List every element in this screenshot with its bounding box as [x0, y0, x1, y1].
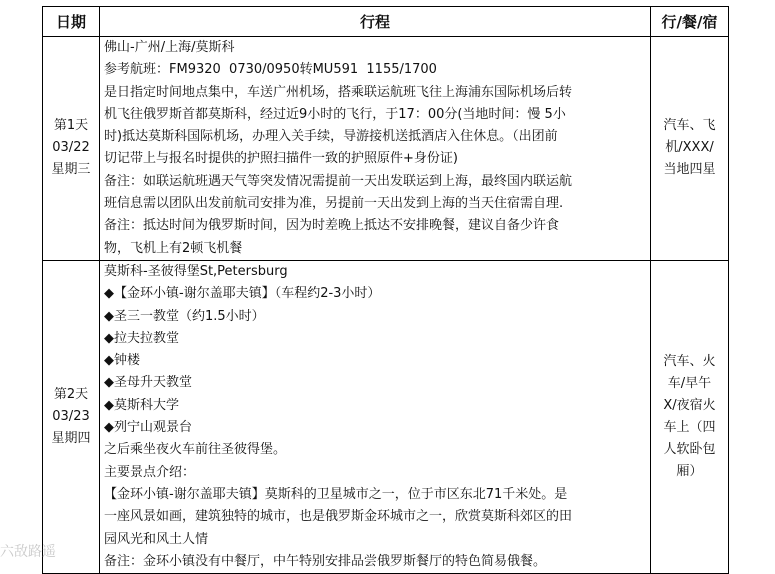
header-row: [43, 7, 729, 37]
detail-line: 园风光和风土人情: [104, 531, 209, 547]
day-weekday: 星期四: [51, 431, 91, 447]
route-title: 莫斯科-圣彼得堡St,Petersburg: [104, 263, 288, 279]
day-number: 第2天: [53, 387, 89, 403]
sight-item: ◆钟楼: [104, 353, 140, 369]
detail-line: 时)抵达莫斯科国际机场，办理入关手续，导游接机送抵酒店入住休息。（出团前: [104, 129, 558, 145]
detail-line: 【金环小镇-谢尔盖耶夫镇】莫斯科的卫星城市之一，位于市区东北71千米处。是: [104, 486, 568, 502]
detail-line: 机飞往俄罗斯首都莫斯科，经过近9小时的飞行，于17：00分(当地时间：慢 5小: [104, 106, 566, 122]
detail-line: 是日指定时间地点集中，车送广州机场，搭乘联运航班飞往上海浦东国际机场后转: [104, 84, 573, 100]
transport-meal-lodging: [651, 260, 729, 573]
sight-item: ◆列宁山观景台: [104, 420, 192, 436]
sight-item: ◆圣母升天教堂: [104, 375, 192, 391]
transport-line: 厢）: [676, 464, 703, 480]
transport-line: 汽车、火: [663, 354, 716, 370]
sight-item: ◆拉夫拉教堂: [104, 330, 179, 346]
day-cell: [43, 37, 100, 261]
header-itinerary: 行程: [100, 7, 651, 37]
detail-line: 切记带上与报名时提供的护照扫描件一致的护照原件+身份证): [104, 151, 458, 167]
transport-line: 车/早午: [667, 376, 712, 392]
header-transport-meal-lodging: 行/餐/宿: [651, 7, 729, 37]
transport-line: 车上（四: [663, 420, 716, 436]
header-date: 日期: [43, 7, 100, 37]
day-cell: [43, 260, 100, 573]
transport-line: 机/XXX/: [665, 140, 714, 156]
day-number: 第1天: [53, 118, 89, 134]
itinerary-details: [100, 260, 651, 573]
note-line: 备注：抵达时间为俄罗斯时间，因为时差晚上抵达不安排晚餐，建议自备少许食: [104, 218, 560, 234]
day-date: 03/22: [52, 140, 90, 156]
table-row-day-2: [43, 260, 729, 573]
note-line: 备注：金环小镇没有中餐厅，中午特别安排品尝俄罗斯餐厅的特色简易俄餐。: [104, 553, 547, 569]
detail-line: 之后乘坐夜火车前往圣彼得堡。: [104, 442, 287, 458]
watermark: 六敌路遥: [0, 544, 56, 560]
itinerary-table: [42, 6, 729, 574]
detail-line: 一座风景如画，建筑独特的城市，也是俄罗斯金环城市之一，欣赏莫斯科郊区的田: [104, 509, 573, 525]
note-line: 物，飞机上有2顿飞机餐: [104, 240, 243, 256]
route-title: 佛山-广州/上海/莫斯科: [104, 40, 235, 55]
transport-line: X/夜宿火: [663, 398, 716, 414]
transport-line: 汽车、飞: [663, 118, 716, 134]
detail-line: 主要景点介绍：: [104, 464, 196, 480]
transport-line: 人软卧包: [663, 442, 716, 458]
note-line: 备注：如联运航班遇天气等突发情况需提前一天出发联运到上海，最终国内联运航: [104, 173, 573, 189]
flight-info: 参考航班：FM9320 0730/0950转MU591 1155/1700: [104, 62, 437, 78]
transport-line: 当地四星: [663, 162, 716, 178]
note-line: 班信息需以团队出发前航司安排为准，另提前一天出发到上海的当天住宿需自理.: [104, 196, 564, 212]
sight-item: ◆圣三一教堂（约1.5小时）: [104, 308, 265, 324]
day-weekday: 星期三: [51, 162, 91, 178]
transport-meal-lodging: [651, 37, 729, 261]
day-date: 03/23: [52, 409, 90, 425]
table-row-day-1: [43, 37, 729, 261]
itinerary-details: [100, 37, 651, 261]
sight-item: ◆【金环小镇-谢尔盖耶夫镇】（车程约2-3小时）: [104, 286, 381, 302]
sight-item: ◆莫斯科大学: [104, 397, 179, 413]
